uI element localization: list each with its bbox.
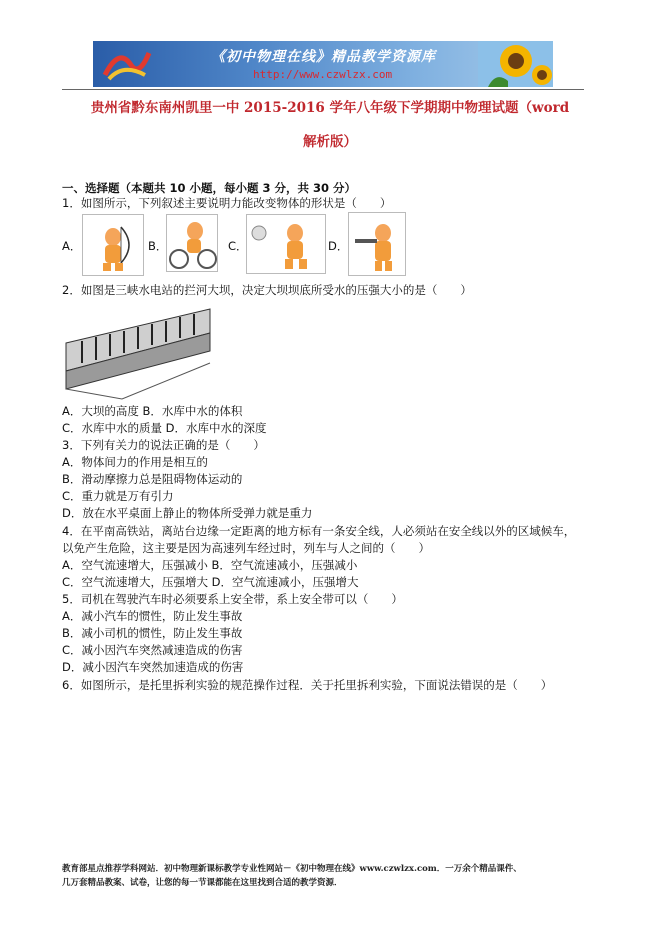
question-5-option-d: D．减小因汽车突然加速造成的伤害 <box>62 660 244 674</box>
site-url[interactable]: http://www.czwlzx.com <box>253 68 393 81</box>
question-5-option-a: A．减小汽车的惯性，防止发生事故 <box>62 609 243 623</box>
footer-line-1: 教育部星点推荐学科网站．初中物理新课标教学专业性网站－《初中物理在线》www.czwlzx.com．一万余个精品课件、 <box>62 864 522 874</box>
question-5-stem: 5．司机在驾驶汽车时必须要系上安全带，系上安全带可以（ ） <box>62 592 403 606</box>
page-title-continued: 解析版） <box>303 134 357 150</box>
site-banner <box>93 41 553 87</box>
question-2-stem: 2．如图是三峡水电站的拦河大坝，决定大坝坝底所受水的压强大小的是（ ） <box>62 283 472 297</box>
q1-option-d-label: D． <box>328 239 349 253</box>
question-3-option-b: B．滑动摩擦力总是阻碍物体运动的 <box>62 472 243 486</box>
q1-option-b-label: B． <box>148 239 168 253</box>
question-5-option-c: C．减小因汽车突然减速造成的伤害 <box>62 643 243 657</box>
question-3-stem: 3．下列有关力的说法正确的是（ ） <box>62 438 265 452</box>
shooter-figure-image <box>348 212 406 276</box>
question-3-option-d: D．放在水平桌面上静止的物体所受弹力就是重力 <box>62 506 313 520</box>
page-footer <box>62 862 602 890</box>
question-2-options-ab: A．大坝的高度 B．水库中水的体积 <box>62 404 243 418</box>
page-title: 贵州省黔东南州凯里一中 2015-2016 学年八年级下学期期中物理试题（word <box>90 100 570 116</box>
question-4-stem-continued: 以免产生危险，这主要是因为高速列车经过时，列车与人之间的（ ） <box>62 541 430 555</box>
question-4-options-cd: C．空气流速增大，压强增大 D．空气流速减小，压强增大 <box>62 575 359 589</box>
section-heading: 一、选择题（本题共 10 小题，每小题 3 分，共 30 分） <box>62 181 357 195</box>
q1-option-a-label: A． <box>62 239 82 253</box>
site-name: 《初中物理在线》精品教学资源库 <box>211 49 436 65</box>
question-6-stem: 6．如图所示，是托里拆利实验的规范操作过程．关于托里拆利实验，下面说法错误的是（ ） <box>62 678 553 692</box>
question-5-option-b: B．减小司机的惯性，防止发生事故 <box>62 626 243 640</box>
archer-figure-image <box>82 214 144 276</box>
question-3-option-a: A．物体间力的作用是相互的 <box>62 455 208 469</box>
sunflower-image <box>478 41 553 87</box>
question-3-option-c: C．重力就是万有引力 <box>62 489 174 503</box>
footer-line-2: 几万套精品教案、试卷，让您的每一节课都能在这里找到合适的教学资源． <box>62 878 343 888</box>
question-4-stem: 4．在平南高铁站，离站台边缘一定距离的地方标有一条安全线，人必须站在安全线以外的区域候车， <box>62 524 576 538</box>
q1-option-c-label: C． <box>228 239 248 253</box>
header-divider <box>62 89 584 90</box>
ball-thrower-figure-image <box>246 214 326 274</box>
question-4-options-ab: A．空气流速增大，压强减小 B．空气流速减小，压强减小 <box>62 558 358 572</box>
question-1-stem: 1．如图所示，下列叙述主要说明力能改变物体的形状是（ ） <box>62 196 392 210</box>
site-logo <box>101 45 153 83</box>
three-gorges-dam-image <box>62 303 214 401</box>
question-2-options-cd: C．水库中水的质量 D．水库中水的深度 <box>62 421 267 435</box>
cyclist-figure-image <box>166 214 218 272</box>
